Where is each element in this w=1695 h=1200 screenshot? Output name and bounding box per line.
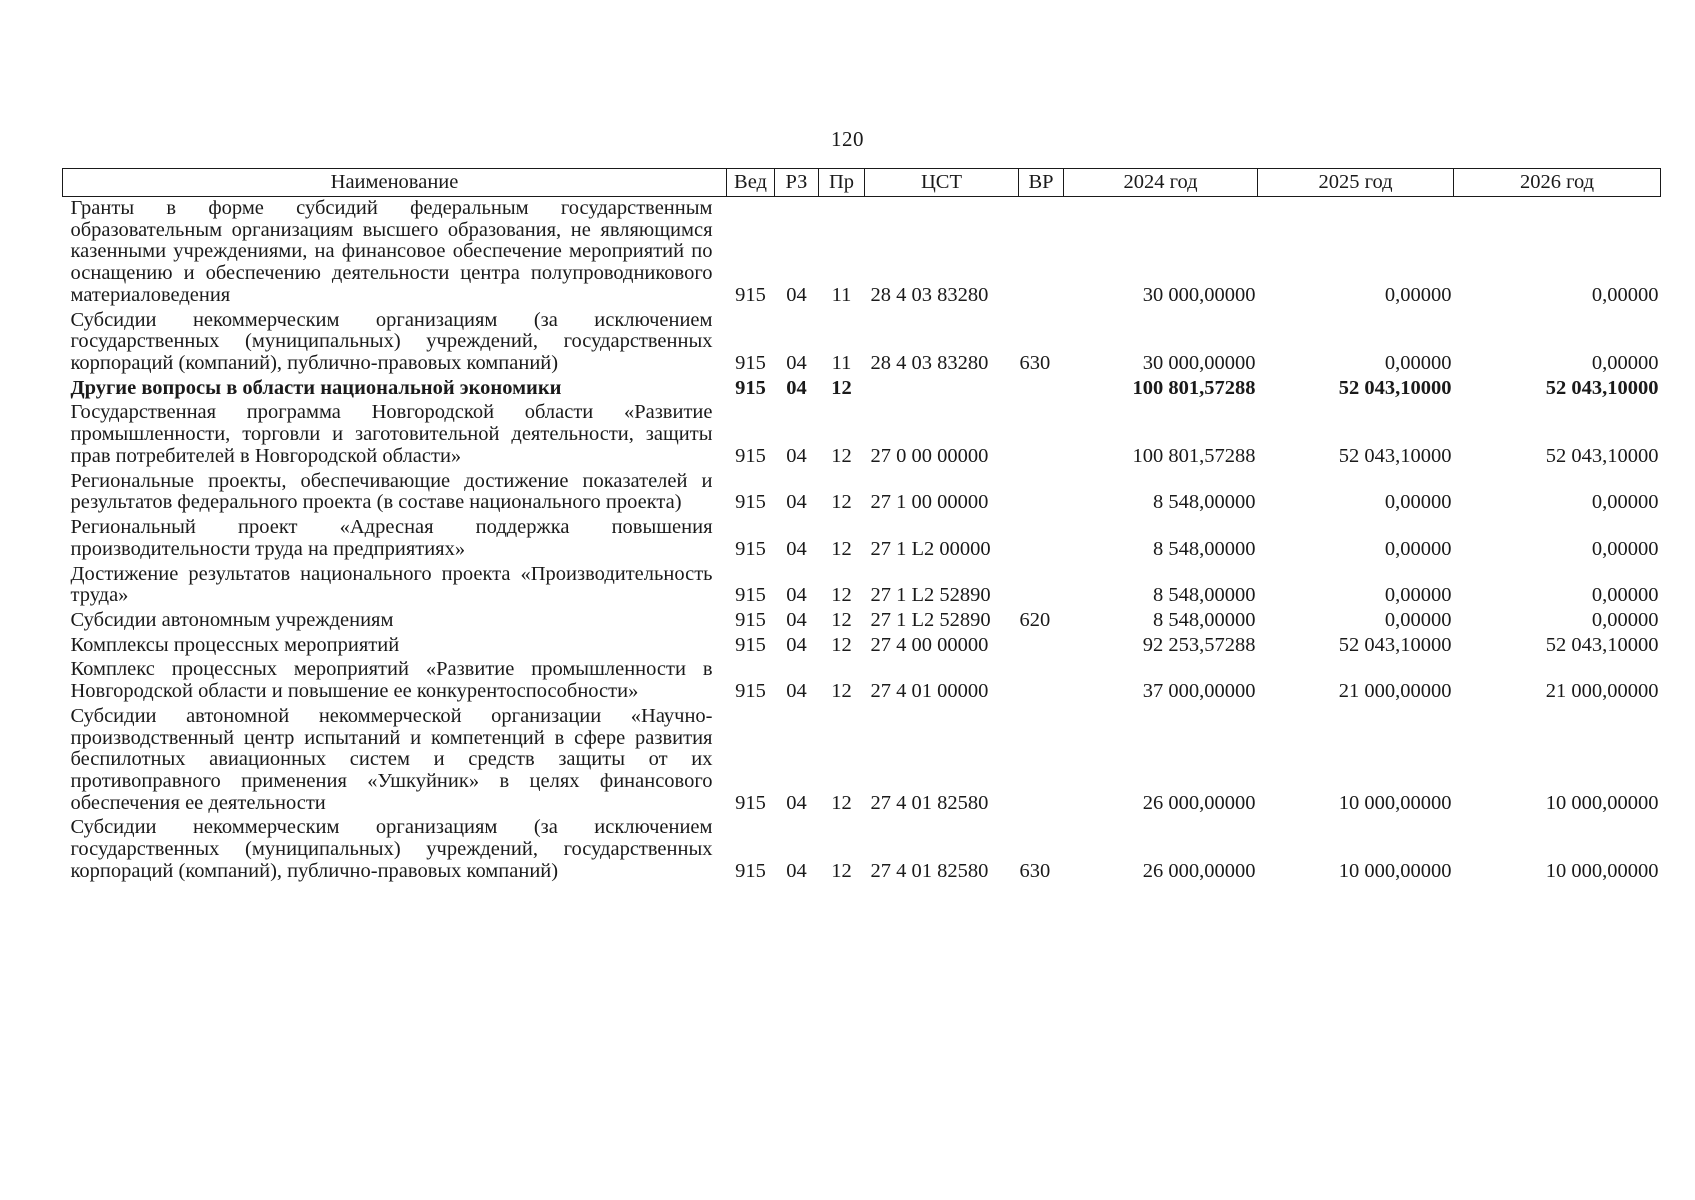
cell-ved: 915 xyxy=(735,608,766,631)
cell-2025: 52 043,10000 xyxy=(1338,444,1452,467)
table-row xyxy=(63,309,1661,377)
cell-2026: 52 043,10000 xyxy=(1545,633,1659,656)
table-row xyxy=(63,634,1661,659)
cell-2025: 0,00000 xyxy=(1384,283,1452,306)
cell-2024: 30 000,00000 xyxy=(1142,283,1256,306)
cell-2024: 100 801,57288 xyxy=(1132,444,1256,467)
table-row xyxy=(63,470,1661,516)
cell-pr: 12 xyxy=(831,608,852,631)
cell-2025: 0,00000 xyxy=(1384,352,1452,375)
cell-ved: 915 xyxy=(735,791,766,814)
budget-table xyxy=(62,168,1661,885)
cell-2026: 0,00000 xyxy=(1591,584,1659,607)
cell-cst: 27 4 01 00000 xyxy=(870,680,989,703)
cell-pr: 11 xyxy=(831,283,852,306)
cell-vr xyxy=(1019,658,1064,704)
cell-name: Региональный проект «Адресная поддержка повышения производительности труда на предприятиях» xyxy=(70,516,713,560)
cell-rz: 04 xyxy=(786,791,807,814)
table-row xyxy=(63,401,1661,469)
cell-2025: 0,00000 xyxy=(1384,491,1452,514)
cell-2025: 10 000,00000 xyxy=(1338,791,1452,814)
header-row xyxy=(63,169,1661,197)
cell-cst: 27 4 01 82580 xyxy=(870,791,989,814)
cell-rz: 04 xyxy=(786,444,807,467)
cell-rz: 04 xyxy=(786,352,807,375)
cell-ved: 915 xyxy=(735,283,766,306)
cell-name: Комплексы процессных мероприятий xyxy=(70,633,400,656)
cell-rz: 04 xyxy=(786,680,807,703)
cell-name: Субсидии некоммерческим организациям (за исключением государственных (муниципальных) учреждений, государственных корпораций (компаний), публично-правовых компаний) xyxy=(70,816,713,882)
cell-2024: 92 253,57288 xyxy=(1142,633,1256,656)
cell-cst: 27 4 01 82580 xyxy=(870,859,989,882)
cell-cst: 27 1 00 00000 xyxy=(870,491,989,514)
cell-ved: 915 xyxy=(735,859,766,882)
cell-pr: 12 xyxy=(831,376,852,399)
table-row xyxy=(63,816,1661,884)
cell-vr xyxy=(1019,197,1064,309)
cell-cst xyxy=(865,377,1019,402)
cell-pr: 12 xyxy=(831,444,852,467)
cell-cst: 28 4 03 83280 xyxy=(870,352,989,375)
cell-cst: 27 1 L2 00000 xyxy=(870,537,991,560)
cell-rz: 04 xyxy=(786,537,807,560)
cell-name: Субсидии автономным учреждениям xyxy=(70,608,394,631)
cell-2026: 52 043,10000 xyxy=(1545,444,1659,467)
cell-pr: 12 xyxy=(831,791,852,814)
cell-rz: 04 xyxy=(786,608,807,631)
cell-rz: 04 xyxy=(786,633,807,656)
table-row xyxy=(63,197,1661,309)
cell-ved: 915 xyxy=(735,537,766,560)
cell-name: Другие вопросы в области национальной экономики xyxy=(70,376,562,399)
header-cst: ЦСТ xyxy=(865,169,1019,197)
cell-vr xyxy=(1019,470,1064,516)
cell-2026: 0,00000 xyxy=(1591,491,1659,514)
cell-ved: 915 xyxy=(735,491,766,514)
table-body xyxy=(63,197,1661,885)
cell-cst: 28 4 03 83280 xyxy=(870,283,989,306)
cell-ved: 915 xyxy=(735,352,766,375)
header-2026: 2026 год xyxy=(1454,169,1661,197)
header-2024: 2024 год xyxy=(1064,169,1258,197)
cell-vr xyxy=(1019,634,1064,659)
cell-2025: 52 043,10000 xyxy=(1338,376,1452,399)
cell-cst: 27 1 L2 52890 xyxy=(870,584,991,607)
cell-rz: 04 xyxy=(786,491,807,514)
cell-vr xyxy=(1019,401,1064,469)
cell-2026: 0,00000 xyxy=(1591,352,1659,375)
cell-2024: 30 000,00000 xyxy=(1142,352,1256,375)
header-pr: Пр xyxy=(819,169,865,197)
cell-name: Государственная программа Новгородской области «Развитие промышленности, торговли и заготовительной деятельности, защиты прав потребителей в Новгородской области» xyxy=(70,401,713,467)
cell-2026: 21 000,00000 xyxy=(1545,680,1659,703)
table-row xyxy=(63,705,1661,817)
cell-2026: 10 000,00000 xyxy=(1545,791,1659,814)
cell-vr: 630 xyxy=(1019,352,1051,375)
header-vr: ВР xyxy=(1019,169,1064,197)
header-ved: Вед xyxy=(727,169,775,197)
cell-pr: 12 xyxy=(831,859,852,882)
cell-name: Субсидии некоммерческим организациям (за исключением государственных (муниципальных) учреждений, государственных корпораций (компаний), публично-правовых компаний) xyxy=(70,308,713,375)
cell-pr: 12 xyxy=(831,537,852,560)
header-2025: 2025 год xyxy=(1258,169,1454,197)
cell-cst: 27 1 L2 52890 xyxy=(870,608,991,631)
cell-name: Достижение результатов национального проекта «Производительность труда» xyxy=(70,562,713,607)
table-row xyxy=(63,516,1661,562)
cell-pr: 12 xyxy=(831,680,852,703)
cell-2024: 8 548,00000 xyxy=(1153,584,1256,607)
page-number: 120 xyxy=(831,127,864,151)
cell-2024: 26 000,00000 xyxy=(1142,791,1256,814)
cell-cst: 27 0 00 00000 xyxy=(870,444,989,467)
cell-ved: 915 xyxy=(735,584,766,607)
cell-vr: 630 xyxy=(1019,859,1051,882)
cell-2024: 8 548,00000 xyxy=(1153,491,1256,514)
cell-ved: 915 xyxy=(735,376,766,399)
cell-ved: 915 xyxy=(735,680,766,703)
cell-name: Гранты в форме субсидий федеральным государственным образовательным организациям высшего образования, не являющимся казенными учреждениями, на финансовое обеспечение мероприятий по оснащению и обеспечению деятельности центра полупроводникового материаловедения xyxy=(70,197,713,306)
cell-2026: 10 000,00000 xyxy=(1545,859,1659,882)
table-header xyxy=(63,169,1661,197)
cell-pr: 11 xyxy=(831,352,852,375)
cell-2024: 37 000,00000 xyxy=(1142,680,1256,703)
cell-pr: 12 xyxy=(831,633,852,656)
cell-vr xyxy=(1019,563,1064,609)
cell-2025: 0,00000 xyxy=(1384,537,1452,560)
cell-2025: 21 000,00000 xyxy=(1338,680,1452,703)
cell-pr: 12 xyxy=(831,584,852,607)
cell-2025: 0,00000 xyxy=(1384,584,1452,607)
cell-2026: 0,00000 xyxy=(1591,537,1659,560)
cell-vr xyxy=(1019,705,1064,817)
cell-2024: 8 548,00000 xyxy=(1153,537,1256,560)
cell-2026: 52 043,10000 xyxy=(1545,376,1659,399)
cell-name: Комплекс процессных мероприятий «Развитие промышленности в Новгородской области и повышение ее конкурентоспособности» xyxy=(70,658,713,703)
cell-2025: 0,00000 xyxy=(1384,608,1452,631)
cell-cst: 27 4 00 00000 xyxy=(870,633,989,656)
cell-rz: 04 xyxy=(786,584,807,607)
cell-name: Субсидии автономной некоммерческой организации «Научно-производственный центр испытаний и компетенций в сфере развития беспилотных авиационных систем и средств защиты от их противоправного применения «Ушкуйник» в целях финансового обеспечения ее деятельности xyxy=(70,704,713,814)
table-row xyxy=(63,609,1661,634)
cell-rz: 04 xyxy=(786,376,807,399)
cell-rz: 04 xyxy=(786,283,807,306)
cell-vr: 620 xyxy=(1019,608,1051,631)
table-row xyxy=(63,563,1661,609)
cell-ved: 915 xyxy=(735,633,766,656)
header-name: Наименование xyxy=(63,169,727,197)
table-row xyxy=(63,377,1661,402)
header-rz: РЗ xyxy=(775,169,819,197)
cell-vr xyxy=(1019,377,1064,402)
table-row xyxy=(63,658,1661,704)
cell-ved: 915 xyxy=(735,444,766,467)
cell-pr: 12 xyxy=(831,491,852,514)
cell-vr xyxy=(1019,516,1064,562)
cell-2024: 100 801,57288 xyxy=(1132,376,1256,399)
cell-rz: 04 xyxy=(786,859,807,882)
cell-2024: 8 548,00000 xyxy=(1153,608,1256,631)
cell-2026: 0,00000 xyxy=(1591,608,1659,631)
cell-2025: 10 000,00000 xyxy=(1338,859,1452,882)
cell-2026: 0,00000 xyxy=(1591,283,1659,306)
cell-2025: 52 043,10000 xyxy=(1338,633,1452,656)
cell-2024: 26 000,00000 xyxy=(1142,859,1256,882)
cell-name: Региональные проекты, обеспечивающие достижение показателей и результатов федерального проекта (в составе национального проекта) xyxy=(70,469,713,514)
